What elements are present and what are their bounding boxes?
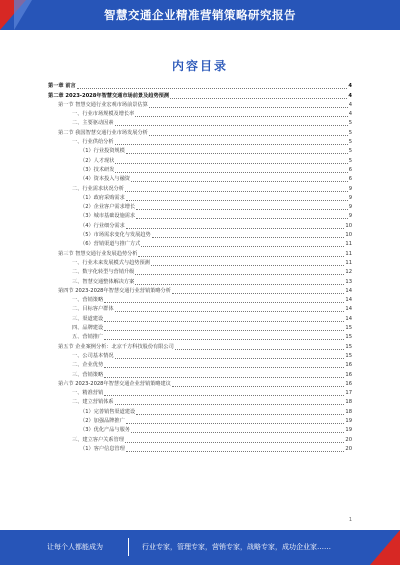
toc-entry-label: 第二章 2023-2028年智慧交通市场前景及趋势预测 [48, 92, 170, 99]
toc-entry[interactable] [48, 110, 352, 119]
toc-entry[interactable] [48, 128, 352, 137]
toc-entry[interactable] [48, 333, 352, 342]
toc-entry[interactable] [48, 417, 352, 426]
toc-entry-page: 15 [345, 325, 352, 332]
toc-entry-page: 4 [348, 111, 352, 118]
toc-leader-dots [131, 432, 344, 433]
toc-entry-page: 14 [345, 306, 352, 313]
toc-entry-page: 10 [345, 222, 352, 229]
toc-entry[interactable] [48, 194, 352, 203]
toc-leader-dots [135, 116, 347, 117]
toc-entry[interactable] [48, 240, 352, 249]
table-of-contents [48, 82, 352, 454]
toc-leader-dots [77, 88, 348, 89]
toc-leader-dots [104, 367, 344, 368]
toc-entry-page: 15 [345, 334, 352, 341]
toc-entry-page: 5 [348, 157, 352, 164]
toc-entry-page: 20 [345, 445, 352, 452]
toc-leader-dots [135, 284, 344, 285]
toc-entry-page: 19 [345, 417, 352, 424]
toc-entry[interactable] [48, 166, 352, 175]
toc-leader-dots [126, 200, 348, 201]
toc-entry[interactable] [48, 398, 352, 407]
toc-entry[interactable] [48, 324, 352, 333]
toc-entry[interactable] [48, 305, 352, 314]
toc-leader-dots [115, 172, 347, 173]
footer-red-accent [370, 530, 400, 565]
toc-entry[interactable] [48, 249, 352, 258]
toc-entry[interactable] [48, 342, 352, 351]
toc-entry-label: 一、行业市场规模及增长率 [72, 111, 135, 118]
toc-entry-page: 9 [348, 194, 352, 201]
toc-entry-label: 三、渠道建设 [72, 315, 104, 322]
toc-entry-page: 6 [348, 176, 352, 183]
toc-entry-label: 第三节 智慧交通行业发展趋势分析 [58, 250, 138, 257]
toc-leader-dots [115, 144, 348, 145]
toc-entry[interactable] [48, 407, 352, 416]
toc-leader-dots [126, 228, 345, 229]
toc-entry-label: （1）客户信息管理 [80, 445, 125, 452]
toc-entry[interactable] [48, 435, 352, 444]
toc-entry-page: 15 [345, 352, 352, 359]
toc-entry-label: 四、品牌建设 [72, 325, 104, 332]
toc-entry-page: 5 [348, 139, 352, 146]
toc-leader-dots [136, 209, 348, 210]
toc-leader-dots [131, 181, 348, 182]
toc-entry-label: 第一章 前言 [48, 83, 76, 90]
toc-entry-page: 11 [345, 259, 352, 266]
toc-leader-dots [115, 311, 345, 312]
toc-entry-page: 14 [345, 297, 352, 304]
toc-entry-page: 9 [348, 213, 352, 220]
toc-entry-label: 三、营销策略 [72, 371, 104, 378]
header-banner [0, 0, 400, 30]
toc-entry-label: （4）资本投入与融资 [80, 176, 130, 183]
toc-entry[interactable] [48, 221, 352, 230]
toc-entry[interactable] [48, 445, 352, 454]
toc-entry[interactable] [48, 277, 352, 286]
toc-entry-label: （1）政府采购需求 [80, 194, 125, 201]
toc-entry-label: 二、主要驱动因素 [72, 120, 114, 127]
toc-entry-label: （4）行业细分需求 [80, 222, 125, 229]
toc-entry-label: （3）技术研发 [80, 166, 115, 173]
toc-entry[interactable] [48, 91, 352, 100]
page-number: 1 [348, 517, 352, 523]
toc-entry[interactable] [48, 370, 352, 379]
toc-entry-page: 5 [348, 148, 352, 155]
toc-leader-dots [104, 377, 344, 378]
toc-entry[interactable] [48, 314, 352, 323]
toc-leader-dots [104, 302, 344, 303]
toc-entry-page: 16 [345, 362, 352, 369]
toc-leader-dots [136, 218, 348, 219]
toc-entry-page: 11 [345, 250, 352, 257]
toc-entry[interactable] [48, 156, 352, 165]
toc-entry[interactable] [48, 175, 352, 184]
toc-entry-label: 一、精准营销 [72, 390, 104, 397]
toc-leader-dots [149, 107, 348, 108]
toc-leader-dots [125, 442, 345, 443]
toc-entry-page: 5 [348, 120, 352, 127]
toc-leader-dots [104, 330, 344, 331]
toc-leader-dots [115, 163, 347, 164]
toc-leader-dots [138, 256, 344, 257]
toc-entry-label: 第五节 企业案例分析：北京千方科技股份有限公司 [58, 343, 174, 350]
toc-entry-page: 20 [345, 436, 352, 443]
toc-entry[interactable] [48, 101, 352, 110]
toc-entry-label: 三、智慧交通整体解决方案 [72, 278, 135, 285]
toc-leader-dots [104, 321, 344, 322]
toc-entry-page: 10 [345, 232, 352, 239]
toc-entry-label: 第一节 智慧交通行业宏观市场前景估算 [58, 101, 148, 108]
toc-leader-dots [104, 339, 344, 340]
toc-leader-dots [175, 349, 345, 350]
toc-leader-dots [172, 386, 344, 387]
toc-entry[interactable] [48, 361, 352, 370]
footer-slogan-left: 让每个人都能成为 [47, 543, 103, 551]
toc-leader-dots [125, 191, 348, 192]
toc-entry-label: 第二节 我国智慧交通行业市场发展分析 [58, 129, 148, 136]
toc-leader-dots [170, 98, 347, 99]
footer-slogan-right: 行业专家，管理专家，营销专家，战略专家，成功企业家…… [142, 543, 331, 551]
toc-entry-label: （2）加强品牌推广 [80, 417, 125, 424]
toc-entry-label: （2）企业客户需求增长 [80, 204, 136, 211]
toc-entry-label: 第六节 2023-2028年智慧交通企业营销策略建议 [58, 380, 171, 387]
toc-entry-page: 4 [348, 101, 352, 108]
toc-entry-label: （1）完善销售渠道建设 [80, 408, 136, 415]
report-title: 智慧交通企业精准营销策略研究报告 [104, 8, 296, 22]
toc-entry-label: 一、营销策略 [72, 297, 104, 304]
toc-entry-page: 13 [345, 278, 352, 285]
footer-divider [128, 538, 129, 556]
toc-leader-dots [135, 274, 344, 275]
toc-leader-dots [172, 293, 344, 294]
toc-entry[interactable] [48, 296, 352, 305]
toc-entry[interactable] [48, 147, 352, 156]
toc-entry-label: 二、企业优势 [72, 362, 104, 369]
toc-leader-dots [152, 237, 345, 238]
toc-entry-page: 4 [348, 83, 352, 90]
toc-entry-page: 15 [345, 343, 352, 350]
toc-entry[interactable] [48, 231, 352, 240]
toc-entry-label: 三、建立客户关系管理 [72, 436, 124, 443]
toc-entry-label: （5）市场需求变化与发展趋势 [80, 232, 151, 239]
toc-leader-dots [104, 395, 344, 396]
footer-banner [0, 530, 400, 565]
toc-entry[interactable] [48, 268, 352, 277]
toc-leader-dots [115, 358, 345, 359]
toc-entry-label: 第四节 2023-2028年智慧交通行业营销策略分析 [58, 287, 171, 294]
toc-entry-page: 14 [345, 315, 352, 322]
toc-entry-page: 9 [348, 185, 352, 192]
toc-entry-page: 11 [345, 241, 352, 248]
toc-entry-label: （2）人才现状 [80, 157, 115, 164]
toc-entry-label: 一、行业供给分析 [72, 139, 114, 146]
toc-entry-label: （3）城市基础设施需求 [80, 213, 136, 220]
toc-entry-page: 12 [345, 269, 352, 276]
toc-leader-dots [141, 246, 344, 247]
toc-entry-label: 五、营销推广 [72, 334, 104, 341]
toc-entry[interactable] [48, 380, 352, 389]
toc-entry[interactable] [48, 138, 352, 147]
toc-entry-page: 19 [345, 427, 352, 434]
toc-entry-page: 6 [348, 166, 352, 173]
toc-entry[interactable] [48, 119, 352, 128]
toc-entry-page: 18 [345, 399, 352, 406]
toc-entry-page: 18 [345, 408, 352, 415]
toc-entry-page: 14 [345, 287, 352, 294]
toc-leader-dots [126, 423, 345, 424]
toc-entry-label: 二、行业需求状况分析 [72, 185, 124, 192]
toc-entry-label: 一、行业未来发展模式与趋势预测 [72, 259, 150, 266]
toc-entry[interactable] [48, 287, 352, 296]
toc-leader-dots [149, 135, 348, 136]
toc-heading: 内容目录 [171, 59, 228, 73]
toc-entry[interactable] [48, 184, 352, 193]
toc-entry-label: 一、公司基本情况 [72, 352, 114, 359]
toc-leader-dots [136, 414, 344, 415]
toc-leader-dots [115, 125, 348, 126]
toc-entry-label: 二、数字化转型与营销升级 [72, 269, 135, 276]
toc-entry-page: 9 [348, 204, 352, 211]
toc-entry-label: （6）营销渠道与推广方式 [80, 241, 141, 248]
toc-entry-label: （1）行业投资规模 [80, 148, 125, 155]
toc-entry-page: 4 [348, 92, 352, 99]
toc-entry-page: 5 [348, 129, 352, 136]
toc-entry-page: 16 [345, 371, 352, 378]
toc-entry[interactable] [48, 203, 352, 212]
toc-entry-label: 二、建立营销体系 [72, 399, 114, 406]
toc-entry[interactable] [48, 352, 352, 361]
toc-leader-dots [126, 451, 345, 452]
toc-leader-dots [115, 404, 345, 405]
toc-leader-dots [126, 153, 348, 154]
toc-entry[interactable] [48, 259, 352, 268]
toc-entry-page: 17 [345, 390, 352, 397]
toc-entry-label: （3）优化产品与服务 [80, 427, 130, 434]
toc-entry[interactable] [48, 82, 352, 91]
toc-entry[interactable] [48, 389, 352, 398]
toc-entry[interactable] [48, 212, 352, 221]
toc-entry-label: 二、目标客户群体 [72, 306, 114, 313]
toc-entry[interactable] [48, 426, 352, 435]
toc-entry-page: 16 [345, 380, 352, 387]
toc-leader-dots [151, 265, 345, 266]
